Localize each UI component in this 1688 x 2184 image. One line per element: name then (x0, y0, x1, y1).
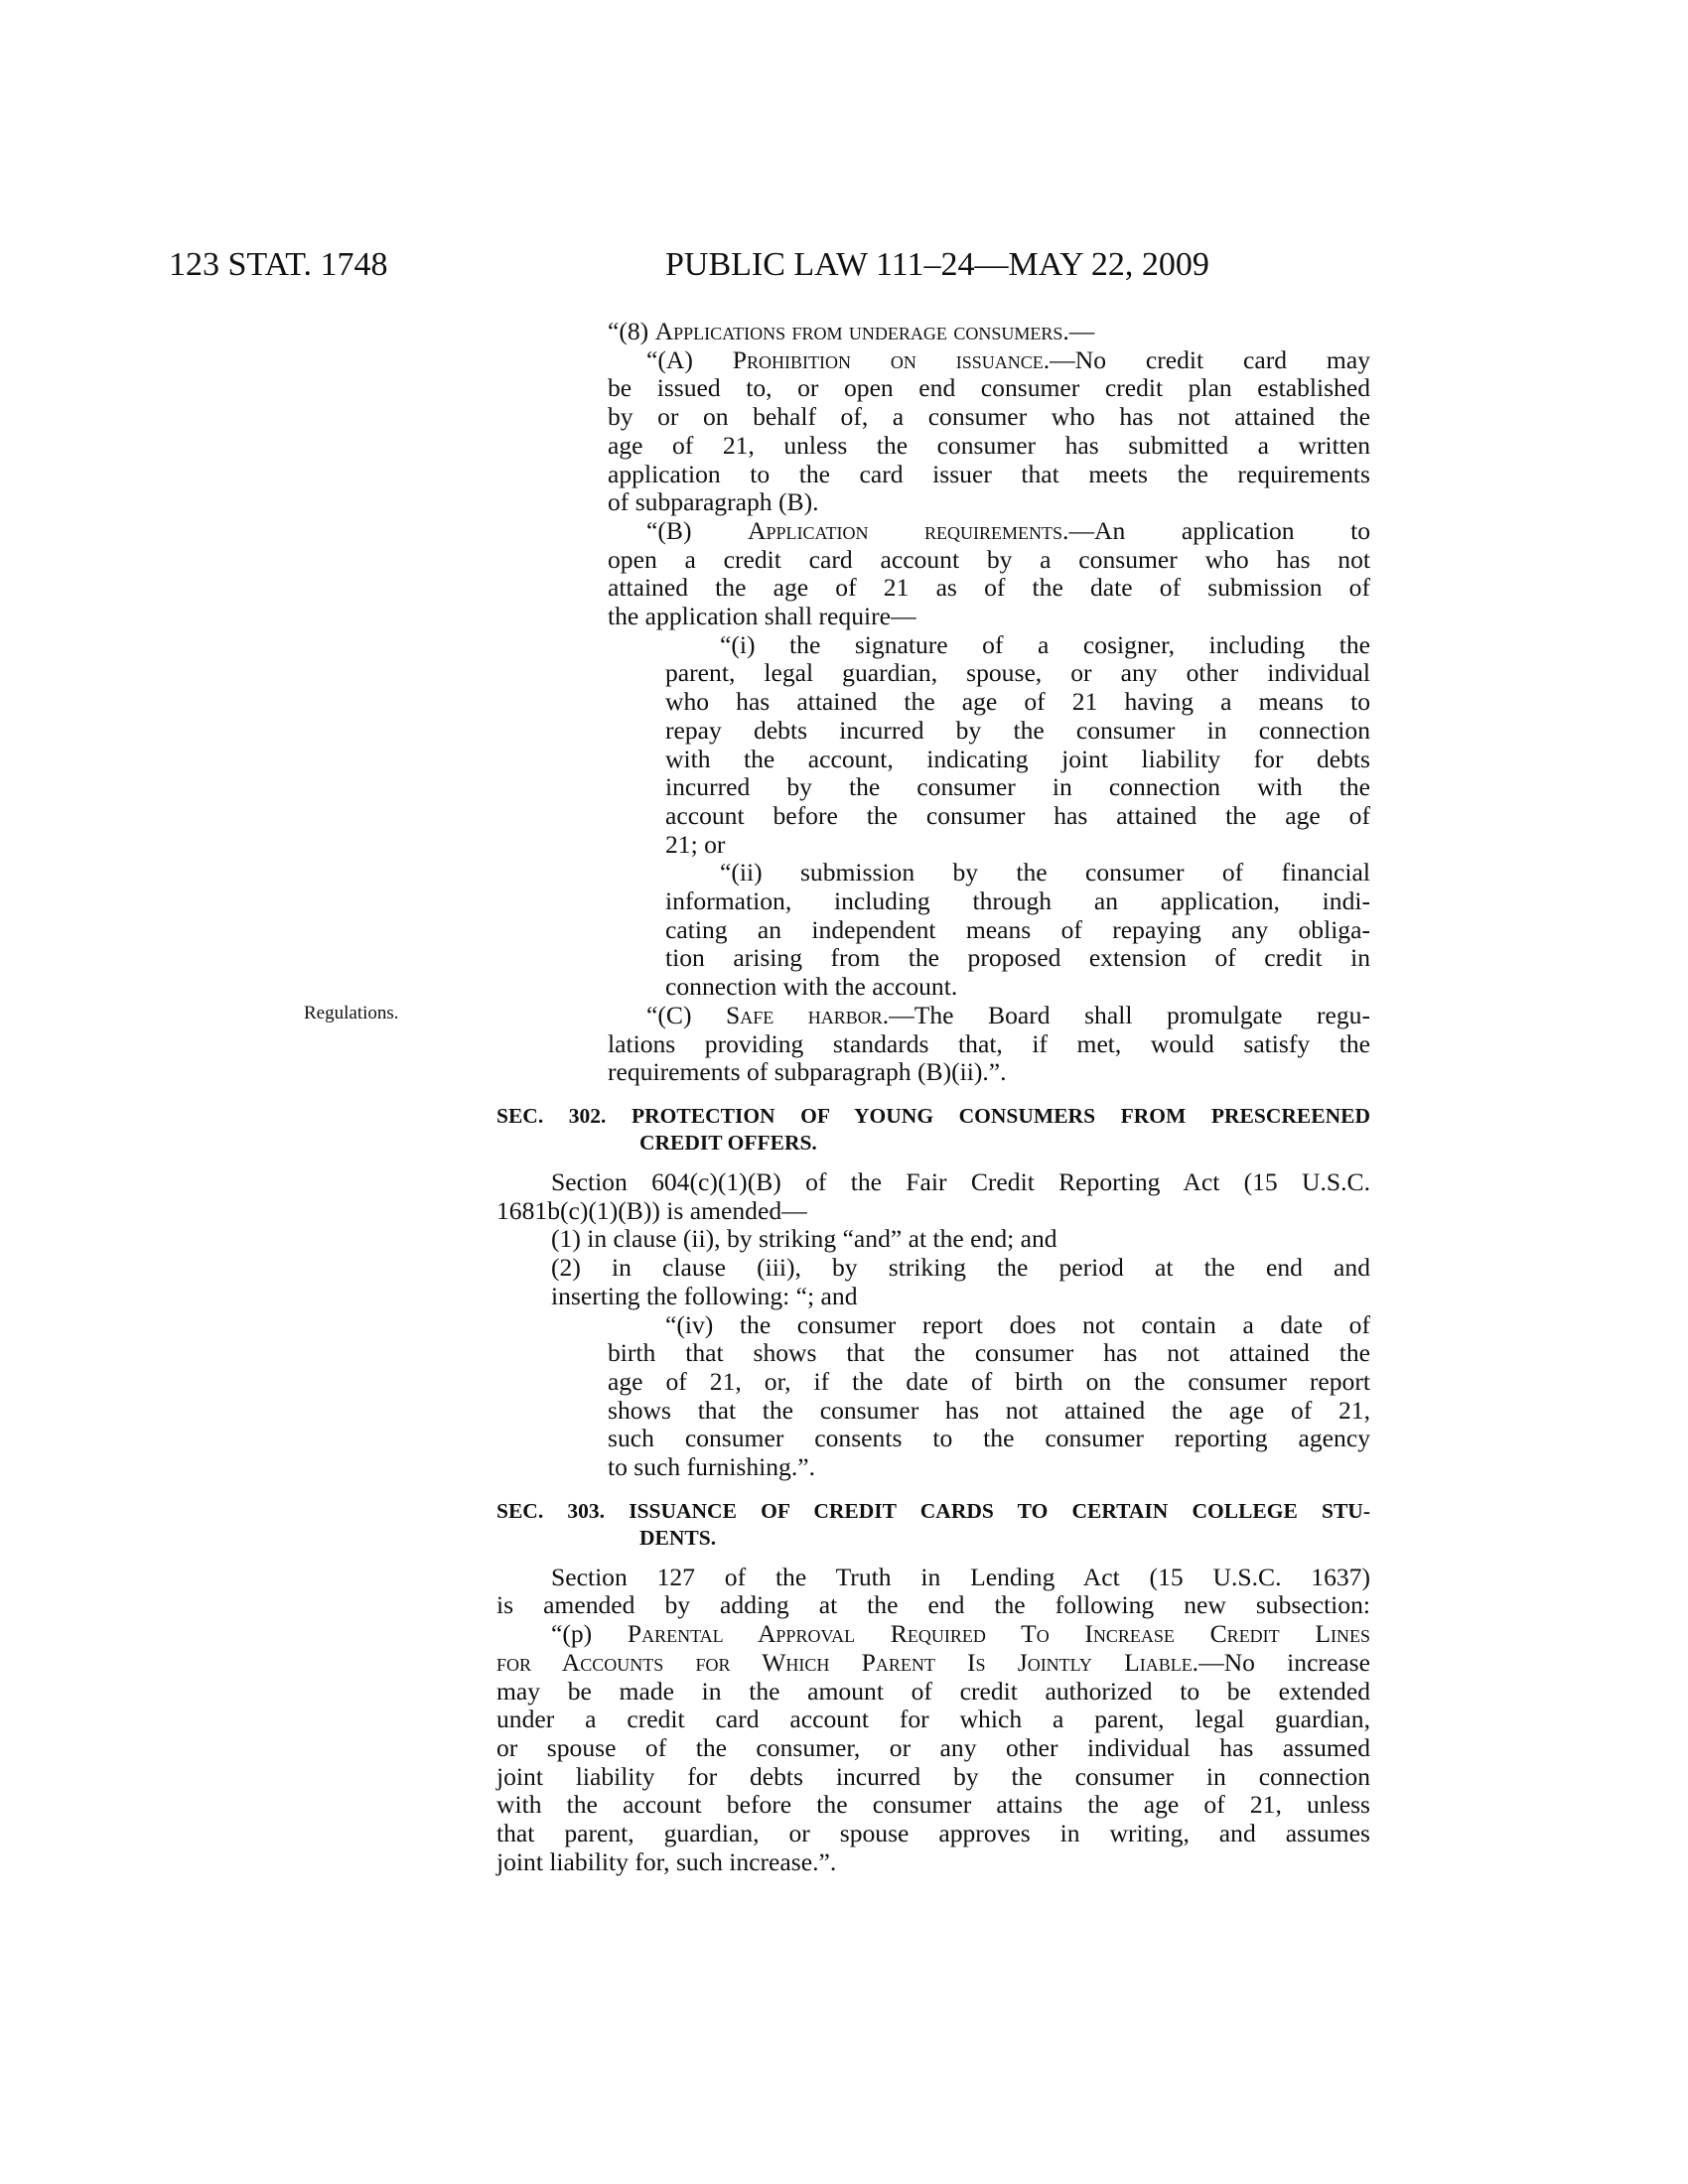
subsection-p-line: joint liability for debts incurred by the consumer in connection (496, 1761, 1370, 1791)
clause-i-line: account before the consumer has attained the age of (665, 800, 1370, 830)
paragraph-a-first-line: “(A) Prohibition on issuance.—No credit card may (646, 344, 1370, 374)
clause-iv-line: “(iv) the consumer report does not contain a date of (665, 1309, 1370, 1339)
clause-iv-line: age of 21, or, if the date of birth on the consumer report (608, 1366, 1370, 1396)
section-303-intro: Section 127 of the Truth in Lending Act (15 U.S.C. 1637) (551, 1562, 1370, 1591)
subsection-p-line: under a credit card account for which a parent, legal guardian, (496, 1705, 1370, 1734)
paragraph-a-line: of subparagraph (B). (608, 487, 819, 517)
page-header (0, 246, 1688, 296)
subsection-p-line: joint liability for, such increase.”. (496, 1846, 837, 1876)
subsection-p-line: or spouse of the consumer, or any other individual has assumed (496, 1732, 1370, 1762)
clause-ii-line: “(ii) submission by the consumer of financial (720, 858, 1370, 887)
paragraph-a-line: age of 21, unless the consumer has submitted a written (608, 430, 1370, 460)
section-302-heading: SEC. 302. PROTECTION OF YOUNG CONSUMERS FROM PRESCREENED (496, 1103, 1370, 1128)
section-302-intro: 1681b(c)(1)(B)) is amended— (496, 1195, 807, 1225)
clause-iv-line: birth that shows that the consumer has not attained the (608, 1338, 1370, 1368)
section-302-item-1: (1) in clause (ii), by striking “and” at the end; and (551, 1224, 1057, 1254)
clause-i-line: incurred by the consumer in connection with the (665, 772, 1370, 802)
paragraph-8-heading: “(8) Applications from underage consumers.— (608, 317, 1095, 345)
statute-page-number: 123 STAT. 1748 (169, 246, 388, 283)
section-303-heading-cont: DENTS. (639, 1525, 717, 1550)
subsection-p-line: with the account before the consumer attains the age of 21, unless (496, 1790, 1370, 1820)
paragraph-c-first-line: “(C) Safe harbor.—The Board shall promulgate regu- (646, 1000, 1371, 1029)
document-body (496, 318, 1370, 1876)
margin-note-regulations: Regulations. (304, 1003, 399, 1024)
clause-iv-line: such consumer consents to the consumer reporting agency (608, 1424, 1370, 1453)
clause-iv-line: to such furnishing.”. (608, 1452, 815, 1482)
section-gap (496, 1482, 1370, 1498)
clause-i-line: “(i) the signature of a cosigner, including the (720, 629, 1370, 659)
paragraph-b-line: the application shall require— (608, 602, 916, 631)
subsection-p-line: that parent, guardian, or spouse approves in writing, and assumes (496, 1819, 1370, 1848)
subsection-p-line: may be made in the amount of credit authorized to be extended (496, 1676, 1370, 1706)
section-gap (496, 1087, 1370, 1103)
paragraph-a-line: application to the card issuer that meets the requirements (608, 459, 1370, 488)
section-302-intro: Section 604(c)(1)(B) of the Fair Credit Reporting Act (15 U.S.C. (551, 1166, 1370, 1196)
clause-i-line: who has attained the age of 21 having a means to (665, 687, 1370, 717)
clause-i-line: parent, legal guardian, spouse, or any other individual (665, 658, 1370, 688)
paragraph-b-first-line: “(B) Application requirements.—An application to (646, 515, 1370, 545)
paragraph-c-line: lations providing standards that, if met, would satisfy the (608, 1028, 1370, 1058)
paragraph-a-line: by or on behalf of, a consumer who has not attained the (608, 402, 1370, 432)
clause-ii-line: information, including through an application, indi- (665, 887, 1370, 916)
subsection-p-heading: “(p) Parental Approval Required To Increase Credit Lines (551, 1619, 1370, 1649)
section-303-intro: is amended by adding at the end the following new subsection: (496, 1590, 1370, 1620)
subsection-p-heading-cont: for Accounts for Which Parent Is Jointly Liable.—No increase (496, 1647, 1370, 1677)
section-302-heading-cont: CREDIT OFFERS. (639, 1130, 817, 1155)
section-302-item-2: inserting the following: “; and (551, 1281, 858, 1310)
paragraph-b-line: open a credit card account by a consumer who has not (608, 544, 1370, 574)
section-302-item-2: (2) in clause (iii), by striking the period at the end and (551, 1253, 1370, 1283)
clause-ii-line: cating an independent means of repaying any obliga- (665, 914, 1370, 944)
paragraph-a-line: be issued to, or open end consumer credit plan established (608, 373, 1370, 403)
clause-iv-line: shows that the consumer has not attained the age of 21, (608, 1395, 1370, 1425)
public-law-title: PUBLIC LAW 111–24—MAY 22, 2009 (665, 246, 1209, 283)
clause-i-line: repay debts incurred by the consumer in connection (665, 715, 1370, 745)
section-303-heading: SEC. 303. ISSUANCE OF CREDIT CARDS TO CERTAIN COLLEGE STU- (496, 1498, 1370, 1523)
clause-ii-line: connection with the account. (665, 972, 958, 1002)
clause-ii-line: tion arising from the proposed extension of credit in (665, 943, 1370, 973)
clause-i-line: with the account, indicating joint liability for debts (665, 744, 1370, 773)
clause-i-line: 21; or (665, 829, 726, 859)
paragraph-c-line: requirements of subparagraph (B)(ii).”. (608, 1057, 1007, 1087)
paragraph-b-line: attained the age of 21 as of the date of submission of (608, 573, 1370, 603)
